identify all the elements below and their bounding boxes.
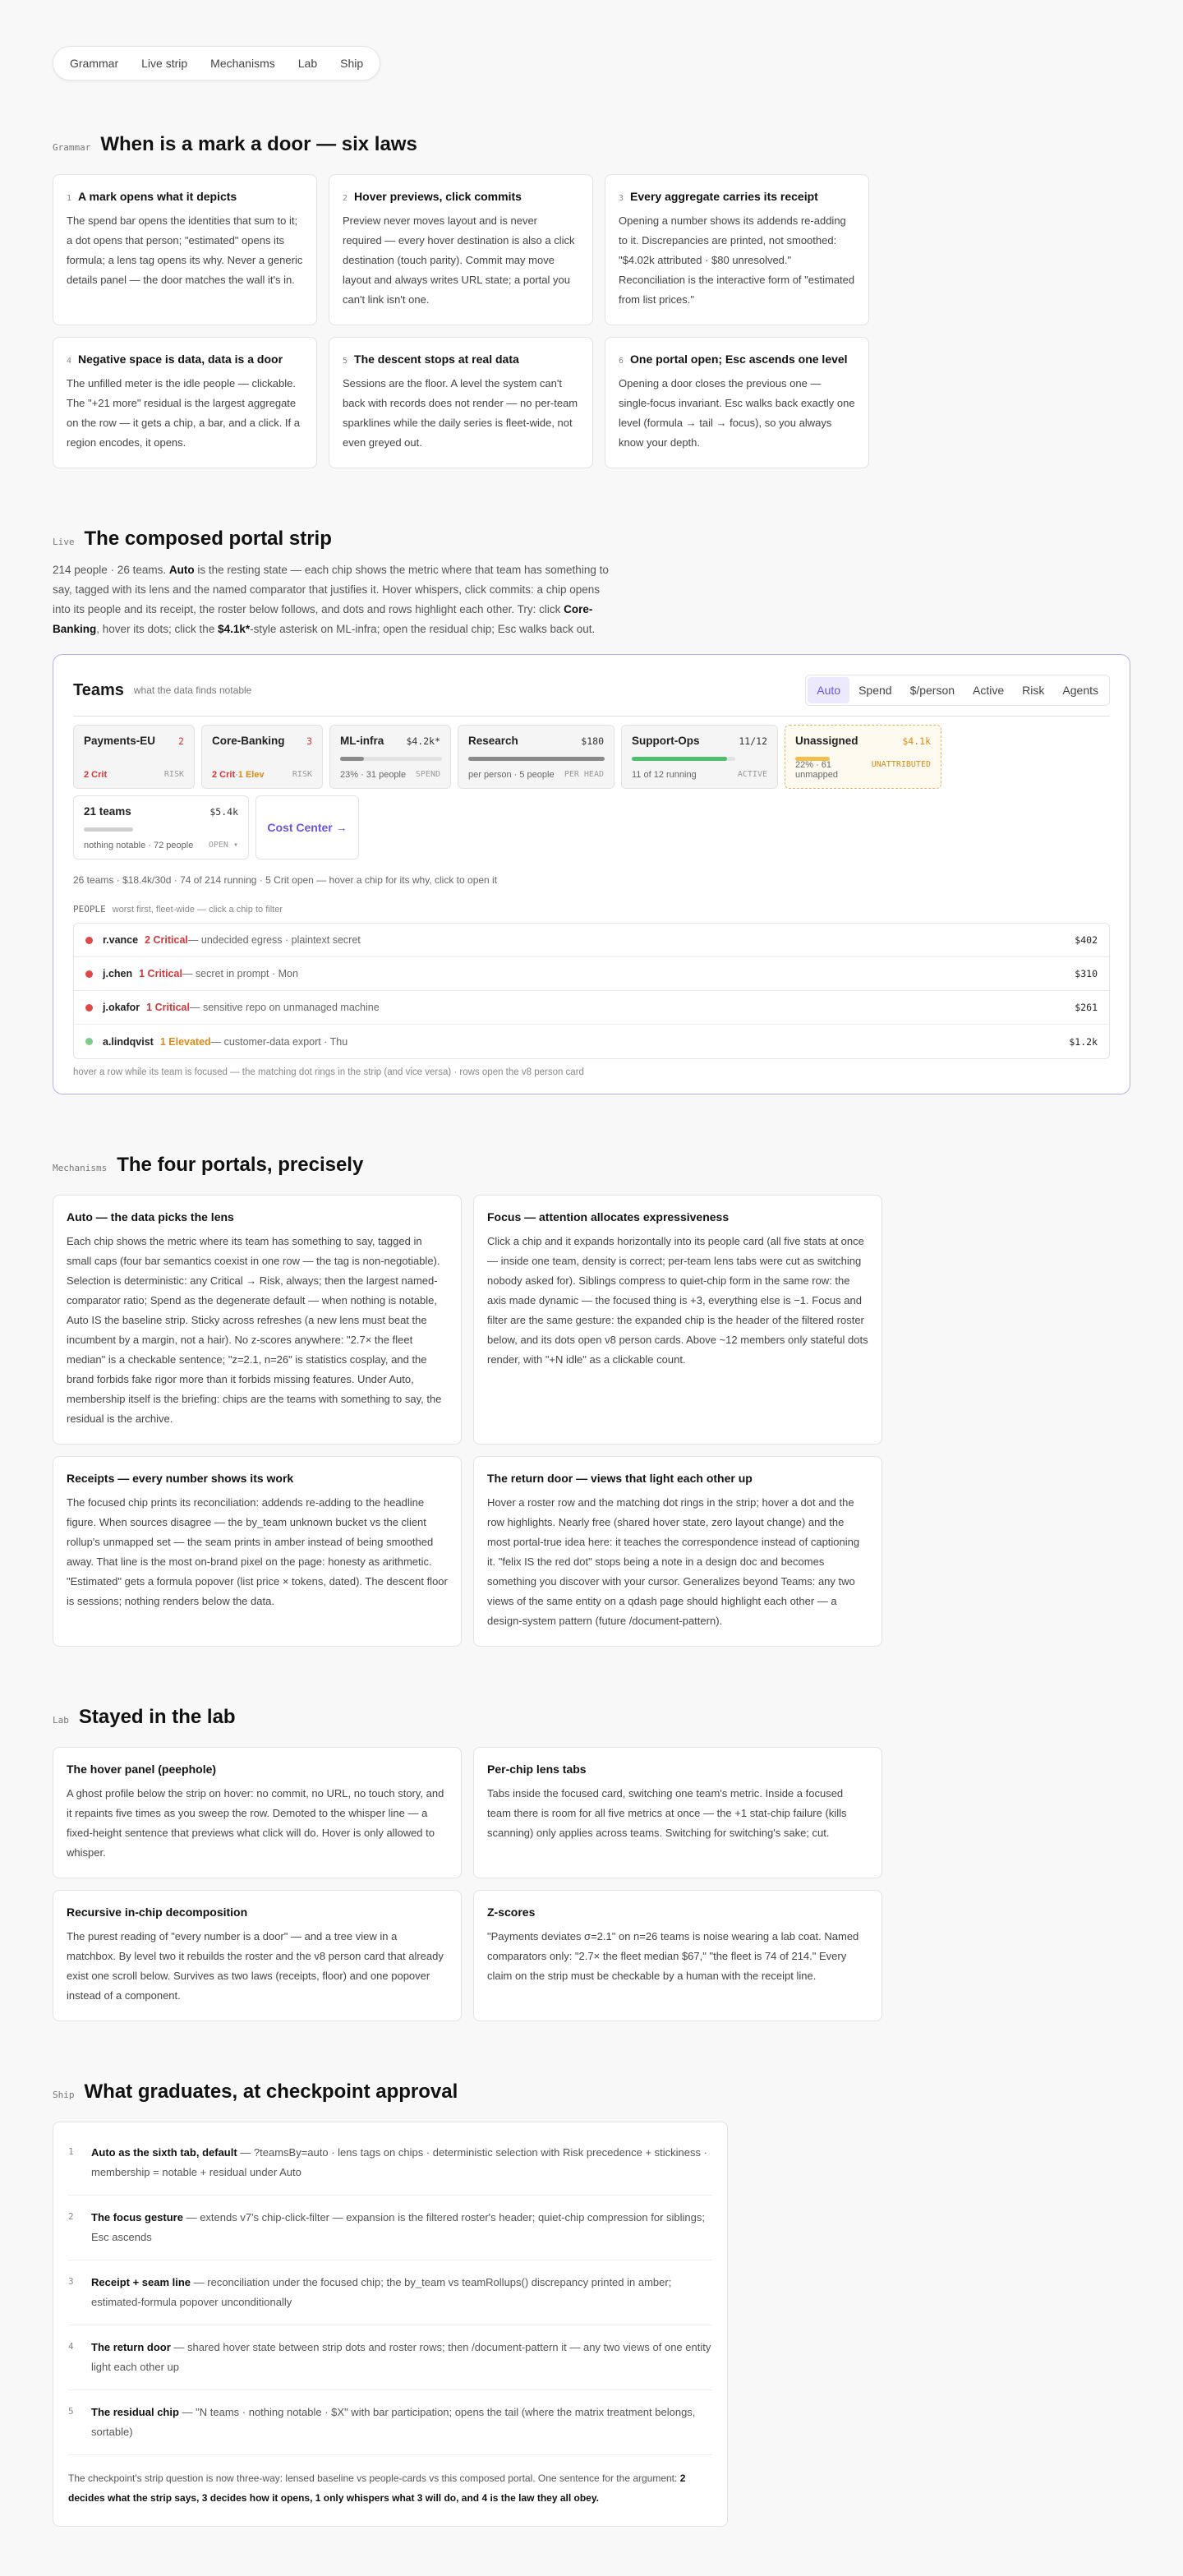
mechanisms-section — [53, 1154, 1130, 1647]
risk-badge: 1 Critical — [146, 1002, 190, 1013]
chip-meter-fill — [84, 827, 133, 832]
tab-spend[interactable]: Spend — [858, 684, 892, 697]
person-name: j.chen — [103, 968, 133, 979]
teams-title: Teams — [73, 680, 124, 699]
chip-meter — [340, 757, 442, 761]
chip-footer — [468, 770, 604, 780]
item-text — [91, 2273, 712, 2312]
teams-panel — [53, 654, 1130, 1094]
item-title: Receipt + seam line — [91, 2276, 191, 2288]
chip-meter — [468, 757, 605, 761]
nav-grammar[interactable]: Grammar — [70, 57, 119, 70]
law-card — [53, 337, 317, 468]
item-body: — shared hover state between strip dots and roster rows; then /document-pattern it — any two views of one entity light each other up — [91, 2341, 711, 2373]
nav-ship[interactable]: Ship — [340, 57, 364, 70]
section-title: The four portals, precisely — [117, 1154, 364, 1176]
section-header — [53, 2081, 1130, 2104]
ship-list — [53, 2122, 728, 2527]
card-body: Hover a roster row and the matching dot rings in the strip; hover a dot and the row highlights. Nearly free (shared hover state, zero layout change) and the most portal-true idea here: it teaches the correspondence instead of captioning it. "felix IS the red dot" stops being a note in a design doc and becomes something you discover with your cursor. Generalizes beyond Teams: any two views of the same entity on a qdash page should highlight each other — a design-system pattern (future /document-pattern). — [487, 1496, 860, 1627]
people-list — [73, 923, 1110, 1059]
law-number: 3 — [619, 194, 624, 203]
team-chip-strip — [73, 725, 944, 859]
chip-detail: nothing notable · 72 people — [84, 841, 194, 850]
card-title: The return door — views that light each other up — [487, 1472, 753, 1485]
chip-footer — [212, 770, 312, 780]
law-body: Opening a door closes the previous one — single-focus invariant. Esc walks back exactly one level (formula → tail → focus), so you always know your depth. — [619, 377, 855, 449]
lens-tabs — [805, 675, 1110, 706]
chip-lens-tag: PER HEAD — [564, 770, 604, 779]
lab-card — [473, 1890, 882, 2021]
law-title-text: The descent stops at real data — [354, 353, 519, 366]
chip-name: 21 teams — [84, 805, 131, 818]
risk-badge: 2 Critical — [145, 934, 188, 946]
chip-lens-tag: UNATTRIBUTED — [871, 760, 931, 769]
nav-mechanisms[interactable]: Mechanisms — [210, 57, 275, 70]
mechanism-card — [473, 1456, 882, 1647]
card-title: Per-chip lens tabs — [487, 1763, 587, 1776]
risk-dot — [85, 937, 93, 944]
section-tag: Grammar — [53, 142, 91, 153]
law-number: 6 — [619, 357, 624, 366]
chip-core-banking[interactable] — [201, 725, 323, 789]
person-name: j.okafor — [103, 1002, 140, 1013]
closing-note — [68, 2468, 712, 2508]
law-card — [605, 337, 869, 468]
risk-dot — [85, 1038, 93, 1045]
chip-metric[interactable]: $4.2k* — [406, 735, 440, 747]
person-spend: $1.2k — [1069, 1035, 1098, 1048]
ship-item — [68, 2196, 712, 2260]
cost-center-button[interactable]: Cost Center → — [255, 795, 359, 859]
law-title — [67, 353, 303, 366]
law-number: 1 — [67, 194, 72, 203]
card-title: Auto — the data picks the lens — [67, 1210, 234, 1223]
section-tag: Lab — [53, 1715, 69, 1726]
section-title: The composed portal strip — [84, 528, 332, 550]
tab-per-person[interactable]: $/person — [909, 684, 955, 697]
closing-text: The checkpoint's strip question is now three-way: lensed baseline vs people-cards vs this composed portal. One sentence for the argument: — [68, 2472, 680, 2484]
person-row[interactable] — [74, 1025, 1109, 1058]
chip-elev-count: 1 Elev — [237, 770, 265, 780]
chip-name: ML-infra — [340, 735, 384, 747]
item-number: 2 — [68, 2211, 74, 2222]
ship-section — [53, 2081, 1130, 2527]
law-title-text: Hover previews, click commits — [354, 190, 522, 203]
lab-card — [53, 1890, 462, 2021]
law-title — [619, 353, 855, 366]
ship-item — [68, 2260, 712, 2325]
law-title-text: One portal open; Esc ascends one level — [630, 353, 848, 366]
law-title — [619, 190, 855, 203]
intro-emphasis: Auto — [168, 564, 195, 576]
card-title: Receipts — every number shows its work — [67, 1472, 294, 1485]
risk-desc: — customer-data export · Thu — [210, 1035, 348, 1048]
person-name: r.vance — [103, 934, 139, 946]
laws-grid — [53, 174, 1130, 468]
chip-residual[interactable] — [73, 795, 249, 859]
chip-detail: 23% · 31 people — [340, 770, 407, 780]
item-body: — extends v7's chip-click-filter — expansion is the filtered roster's header; quiet-chip compression for siblings; Esc ascends — [91, 2211, 705, 2243]
law-title-text: Negative space is data, data is a door — [78, 353, 283, 366]
card-title: Focus — attention allocates expressiveness — [487, 1210, 730, 1223]
section-tag: Ship — [53, 2090, 75, 2100]
card-body: The focused chip prints its reconciliation: addends re-adding to the headline figure. When sources disagree — the by_team unknown bucket vs the client rollup's unmapped set — the seam prints in amber instead of being smoothed away. That line is the most on-brand pixel on the page: honesty as arithmetic. "Estimated" gets a formula popover (list price × tokens, dated). The descent floor is sessions; nothing renders below the data. — [67, 1496, 448, 1607]
chip-unassigned[interactable] — [785, 725, 941, 789]
law-body: The spend bar opens the identities that sum to it; a dot opens that person; "estimated" opens its formula; a lens tag opens its why. Never a generic details panel — the door matches the wall it's in. — [67, 214, 303, 286]
risk-desc: — undecided egress · plaintext secret — [187, 934, 361, 946]
risk-dot — [85, 1004, 93, 1012]
ship-item — [68, 2325, 712, 2390]
chip-separator: · — [235, 770, 238, 780]
teams-header — [73, 675, 1110, 717]
chip-metric: 3 — [306, 735, 312, 747]
chip-footer — [632, 770, 767, 780]
chip-detail: 11 of 12 running — [632, 770, 697, 780]
chip-metric: $4.1k — [902, 735, 931, 747]
chip-payments-eu[interactable] — [73, 725, 195, 789]
closing-emphasis: 2 decides what the strip says, 3 decides how it opens, 1 only whispers what 3 will do, and 4 is the law they all obey. — [68, 2472, 686, 2504]
intro-text: , hover its dots; click the — [96, 623, 219, 635]
lab-card — [53, 1747, 462, 1878]
item-number: 3 — [68, 2276, 74, 2287]
interaction-hint: hover a row while its team is focused — the matching dot rings in the strip (and vice versa) · rows open the v8 person card — [73, 1067, 584, 1077]
chip-open-toggle[interactable]: OPEN ▾ — [208, 841, 238, 850]
item-title: The focus gesture — [91, 2211, 183, 2223]
risk-desc: — sensitive repo on unmanaged machine — [189, 1002, 380, 1013]
chip-footer — [84, 841, 238, 850]
law-body: Opening a number shows its addends re-adding to it. Discrepancies are printed, not smoothed: "$4.02k attributed · $80 unresolved." Reconciliation is the interactive form of "estimated from list prices." — [619, 214, 855, 306]
chip-metric: $180 — [581, 735, 604, 747]
teams-subtitle: what the data finds notable — [133, 684, 252, 696]
item-text — [91, 2208, 712, 2247]
people-subtitle: worst first, fleet-wide — click a chip to filter — [112, 905, 283, 915]
person-spend: $261 — [1075, 1002, 1098, 1013]
mechanism-card — [473, 1195, 882, 1445]
item-body: — "N teams · nothing notable · $X" with bar participation; opens the tail (where the matrix treatment belongs, sortable) — [91, 2406, 696, 2438]
chip-metric: 11/12 — [739, 735, 767, 747]
teams-summary: 26 teams · $18.4k/30d · 74 of 214 running · 5 Crit open — hover a chip for its why, click to open it — [73, 874, 498, 886]
chip-detail: per person · 5 people — [468, 770, 555, 780]
lab-card — [473, 1747, 882, 1878]
chip-metric: $5.4k — [209, 806, 238, 818]
tab-auto[interactable]: Auto — [808, 677, 849, 703]
chip-lens-tag: RISK — [163, 770, 184, 779]
mechanism-card — [53, 1195, 462, 1445]
chip-footer — [84, 770, 184, 780]
mechanisms-grid — [53, 1195, 1130, 1647]
person-spend: $402 — [1075, 934, 1098, 946]
ship-item — [68, 2131, 712, 2196]
law-title — [343, 353, 579, 366]
card-body: A ghost profile below the strip on hover: no commit, no URL, no touch story, and it repaints five times as you sweep the row. Demoted to the whisper line — a fixed-height sentence that previews what click will do. Hover is only allowed to whisper. — [67, 1787, 444, 1859]
person-row[interactable] — [74, 924, 1109, 957]
intro-text: is the resting state — each chip shows the metric where that team has something to say, tagged with its lens and the named comparator that justifies it. Hover whispers, click commits: a chip opens into its people and its receipt, the roster below follows, and dots and rows highlight each other. Try: click — [53, 564, 609, 615]
law-card — [605, 174, 869, 325]
lab-grid — [53, 1747, 1130, 2021]
chip-name: Research — [468, 735, 518, 747]
item-number: 5 — [68, 2406, 74, 2417]
people-header — [73, 904, 1110, 915]
item-body: — ?teamsBy=auto · lens tags on chips · deterministic selection with Risk precedence + stickiness · membership = notable + residual under Auto — [91, 2146, 707, 2178]
card-body: "Payments deviates σ=2.1" on n=26 teams is noise wearing a lab coat. Named comparators only: "2.7× the fleet median $67," "the fleet is 74 of 214." Every claim on the strip must be checkable by a human with the receipt line. — [487, 1930, 859, 1982]
law-body: The unfilled meter is the idle people — clickable. The "+21 more" residual is the largest aggregate on the row — it gets a chip, a bar, and a click. If a region encodes, it opens. — [67, 377, 300, 449]
card-title: The hover panel (peephole) — [67, 1763, 217, 1776]
item-text — [91, 2338, 712, 2377]
card-body: The purest reading of "every number is a door" — and a tree view in a matchbox. By level two it rebuilds the roster and the v8 person card that already exist one scroll below. Survives as two laws (receipts, floor) and one popover instead of a component. — [67, 1930, 444, 2002]
chip-crit-count: 2 Crit — [84, 770, 108, 780]
ship-item — [68, 2390, 712, 2455]
chip-name: Core-Banking — [212, 735, 285, 747]
section-title: Stayed in the lab — [78, 1706, 236, 1728]
law-card — [53, 174, 317, 325]
item-number: 4 — [68, 2341, 74, 2352]
people-label: PEOPLE — [73, 904, 106, 915]
intro-emphasis: Core-Banking — [53, 603, 593, 635]
chip-name: Unassigned — [795, 735, 858, 747]
chip-lens-tag: ACTIVE — [737, 770, 767, 779]
chip-meter — [632, 757, 735, 761]
risk-dot — [85, 970, 93, 978]
section-title: When is a mark a door — six laws — [100, 133, 417, 155]
card-body: Each chip shows the metric where its team has something to say, tagged in small caps (four bar semantics coexist in one row — the tag is non-negotiable). Selection is deterministic: any Critical → Risk, always; then the largest named-comparator ratio; Spend as the degenerate default — when nothing is notable, Auto IS the baseline strip. Sticky across refreshes (a new lens must beat the incumbent by a margin, not a hair). No z-scores anywhere: "2.7× the fleet median" is a checkable sentence; "z=2.1, n=26" is statistics cosplay, and the brand forbids fake rigor more than it forbids missing features. Under Auto, membership itself is the briefing: chips are the teams with something to say, the residual is the archive. — [67, 1235, 442, 1425]
nav-live-strip[interactable]: Live strip — [141, 57, 188, 70]
item-title: The return door — [91, 2341, 171, 2353]
law-title-text: Every aggregate carries its receipt — [630, 190, 818, 203]
item-text — [91, 2143, 712, 2182]
section-tag: Mechanisms — [53, 1163, 108, 1173]
chip-meter-fill — [468, 757, 605, 761]
law-number: 4 — [67, 357, 72, 366]
risk-badge: 1 Elevated — [159, 1035, 211, 1048]
chip-meter — [84, 827, 207, 832]
section-header — [53, 1154, 1130, 1177]
chip-meter-fill — [632, 757, 727, 761]
intro-emphasis: $4.1k* — [218, 623, 251, 635]
law-number: 5 — [343, 357, 348, 366]
person-row[interactable] — [74, 991, 1109, 1025]
chip-metric: 2 — [178, 735, 184, 747]
chip-crit-count: 2 Crit — [212, 770, 236, 780]
chip-support-ops[interactable] — [621, 725, 778, 789]
chip-research[interactable] — [458, 725, 615, 789]
law-title-text: A mark opens what it depicts — [78, 190, 237, 203]
chip-footer — [340, 770, 440, 780]
nav-lab[interactable]: Lab — [297, 57, 318, 70]
law-card — [329, 337, 593, 468]
chip-name: Support-Ops — [632, 735, 700, 747]
tab-risk[interactable]: Risk — [1022, 684, 1045, 697]
card-body: Tabs inside the focused card, switching one team's metric. Inside a focused team there is room for all five metrics at once — the +1 stat-chip failure (kills scanning) only applies across teams. Switching for switching's sake; cut. — [487, 1787, 847, 1839]
law-body: Preview never moves layout and is never required — every hover destination is also a click destination (touch parity). Commit may move layout and always writes URL state; a portal you can't link isn't one. — [343, 214, 575, 306]
tab-agents[interactable]: Agents — [1062, 684, 1098, 697]
tab-active[interactable]: Active — [973, 684, 1005, 697]
chip-lens-tag: RISK — [292, 770, 312, 779]
section-header — [53, 133, 1130, 156]
lab-section — [53, 1706, 1130, 2021]
section-nav — [53, 46, 380, 81]
law-body: Sessions are the floor. A level the system can't back with records does not render — no per-team sparklines while the daily series is fleet-wide, not even greyed out. — [343, 377, 578, 449]
chip-name: Payments-EU — [84, 735, 156, 747]
item-body: — reconciliation under the focused chip; the by_team vs teamRollups() discrepancy printed in amber; estimated-formula popover unconditionally — [91, 2276, 672, 2308]
section-header — [53, 1706, 1130, 1729]
law-title — [343, 190, 579, 203]
card-body: Click a chip and it expands horizontally into its people card (all five stats at once — inside one team, density is correct; per-team lens tabs were cut as switching nobody asked for). Siblings compress to quiet-chip form in the same row: the axis made dynamic — the focused thing is +3, everything else is −1. Focus and filter are the same gesture: the expanded chip is the header of the filtered roster below, and its dots open v8 person cards. Above ~12 members only stateful dots render, with "+N idle" as a clickable count. — [487, 1235, 868, 1366]
card-title: Z-scores — [487, 1906, 536, 1919]
live-section — [53, 528, 1130, 1094]
intro-text: -style asterisk on ML-infra; open the residual chip; Esc walks back out. — [250, 623, 596, 635]
chip-ml-infra[interactable] — [329, 725, 451, 789]
law-number: 2 — [343, 194, 348, 203]
item-text — [91, 2403, 712, 2442]
intro-text: 214 people · 26 teams. — [53, 564, 169, 576]
chip-detail: 22% · 61 unmapped — [795, 760, 838, 780]
law-title — [67, 190, 303, 203]
mechanism-card — [53, 1456, 462, 1647]
chip-lens-tag: SPEND — [415, 770, 440, 779]
grammar-section — [53, 133, 1130, 468]
law-card — [329, 174, 593, 325]
item-title: The residual chip — [91, 2406, 179, 2418]
person-name: a.lindqvist — [103, 1035, 154, 1048]
chip-footer — [795, 760, 931, 780]
section-header — [53, 528, 1130, 551]
card-title: Recursive in-chip decomposition — [67, 1906, 248, 1919]
live-intro — [53, 560, 611, 639]
section-tag: Live — [53, 537, 75, 547]
item-title: Auto as the sixth tab, default — [91, 2146, 237, 2159]
risk-desc: — secret in prompt · Mon — [182, 968, 298, 979]
chip-meter-fill — [340, 757, 364, 761]
section-title: What graduates, at checkpoint approval — [84, 2081, 458, 2103]
person-spend: $310 — [1075, 968, 1098, 979]
person-row[interactable] — [74, 957, 1109, 991]
item-number: 1 — [68, 2146, 74, 2157]
risk-badge: 1 Critical — [139, 968, 182, 979]
